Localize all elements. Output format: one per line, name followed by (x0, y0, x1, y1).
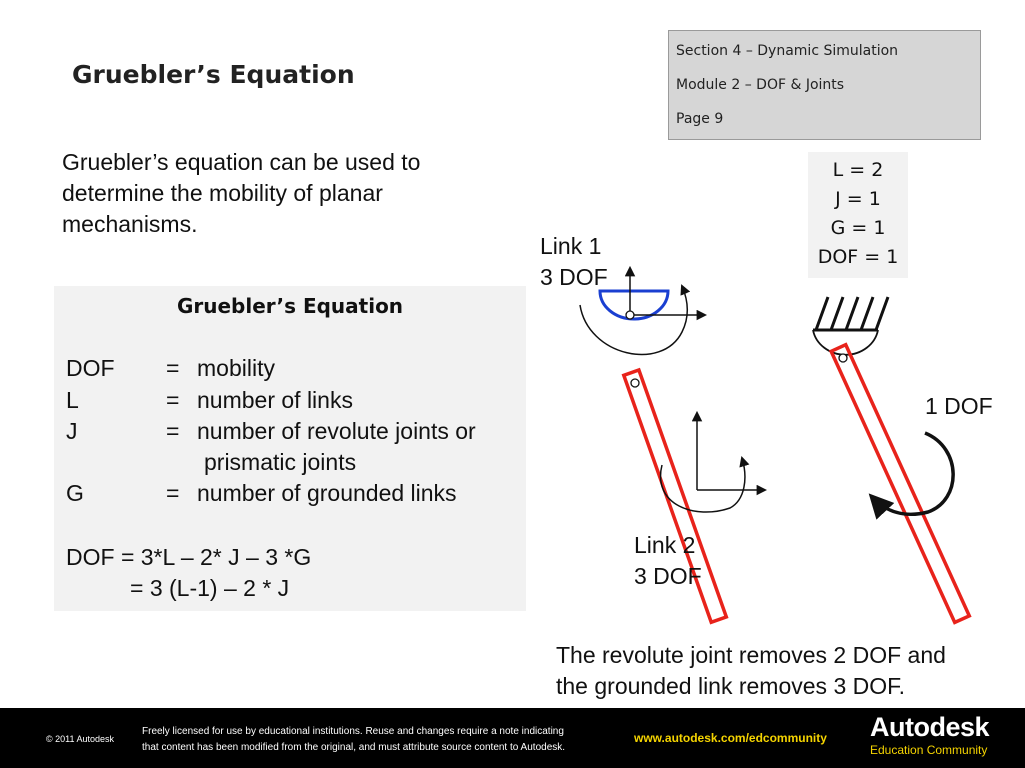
gruebler-values-box (808, 152, 908, 278)
link2-name-label: Link 2 (634, 532, 696, 558)
link1-origin-joint (626, 311, 634, 319)
def-symbol-l: L (66, 387, 79, 413)
def-text-j: number of revolute joints or (197, 418, 476, 444)
value-l: L = 2 (832, 159, 884, 181)
def-eq-j: = (166, 418, 180, 444)
module-label: Module 2 – DOF & Joints (676, 77, 845, 93)
slide-title: Gruebler’s Equation (72, 60, 355, 89)
formula-line-2: = 3 (L-1) – 2 * J (130, 575, 290, 601)
intro-text: Gruebler’s equation can be used to determine the mobility of planar mechanisms. (62, 149, 421, 237)
autodesk-logo: Autodesk (870, 712, 990, 742)
def-text-j-cont: prismatic joints (204, 449, 357, 475)
def-eq-dof: = (166, 355, 180, 381)
pinned-link-rotation-arrow (872, 433, 953, 514)
license-line-2: that content has been modified from the original, and must attribute source content to Autodesk. (142, 742, 566, 753)
def-symbol-g: G (66, 480, 84, 506)
def-symbol-dof: DOF (66, 355, 115, 381)
section-label: Section 4 – Dynamic Simulation (676, 43, 899, 59)
def-eq-l: = (166, 387, 180, 413)
link1-name-label: Link 1 (540, 233, 602, 259)
note-line-2: the grounded link removes 3 DOF. (556, 673, 906, 699)
ground-link-body (813, 330, 878, 355)
one-dof-label: 1 DOF (925, 393, 993, 419)
copyright-text: © 2011 Autodesk (46, 734, 115, 744)
formula-line-1: DOF = 3*L – 2* J – 3 *G (66, 544, 312, 570)
edcommunity-link[interactable]: www.autodesk.com/edcommunity (634, 731, 827, 745)
def-eq-g: = (166, 480, 180, 506)
ground-hatch (813, 297, 888, 330)
license-line-1: Freely licensed for use by educational institutions. Reuse and changes require a note indicating (142, 726, 564, 737)
page-label: Page 9 (676, 111, 724, 127)
license-text (142, 724, 565, 756)
link2-dof-label: 3 DOF (634, 563, 702, 589)
note-line-1: The revolute joint removes 2 DOF and (556, 642, 946, 668)
value-j: J = 1 (835, 188, 881, 210)
value-dof: DOF = 1 (817, 246, 899, 268)
link2-end-joint (631, 379, 639, 387)
def-text-g: number of grounded links (197, 480, 457, 506)
def-text-l: number of links (197, 387, 353, 413)
pinned-link-bar (831, 345, 969, 623)
def-symbol-j: J (66, 418, 78, 444)
education-community-label: Education Community (870, 743, 988, 757)
link1-dof-label: 3 DOF (540, 264, 608, 290)
value-g: G = 1 (830, 217, 886, 239)
footer-bar (0, 708, 1025, 768)
def-text-dof: mobility (197, 355, 275, 381)
panel-title: Gruebler’s Equation (176, 294, 404, 318)
revolute-joint (839, 354, 847, 362)
